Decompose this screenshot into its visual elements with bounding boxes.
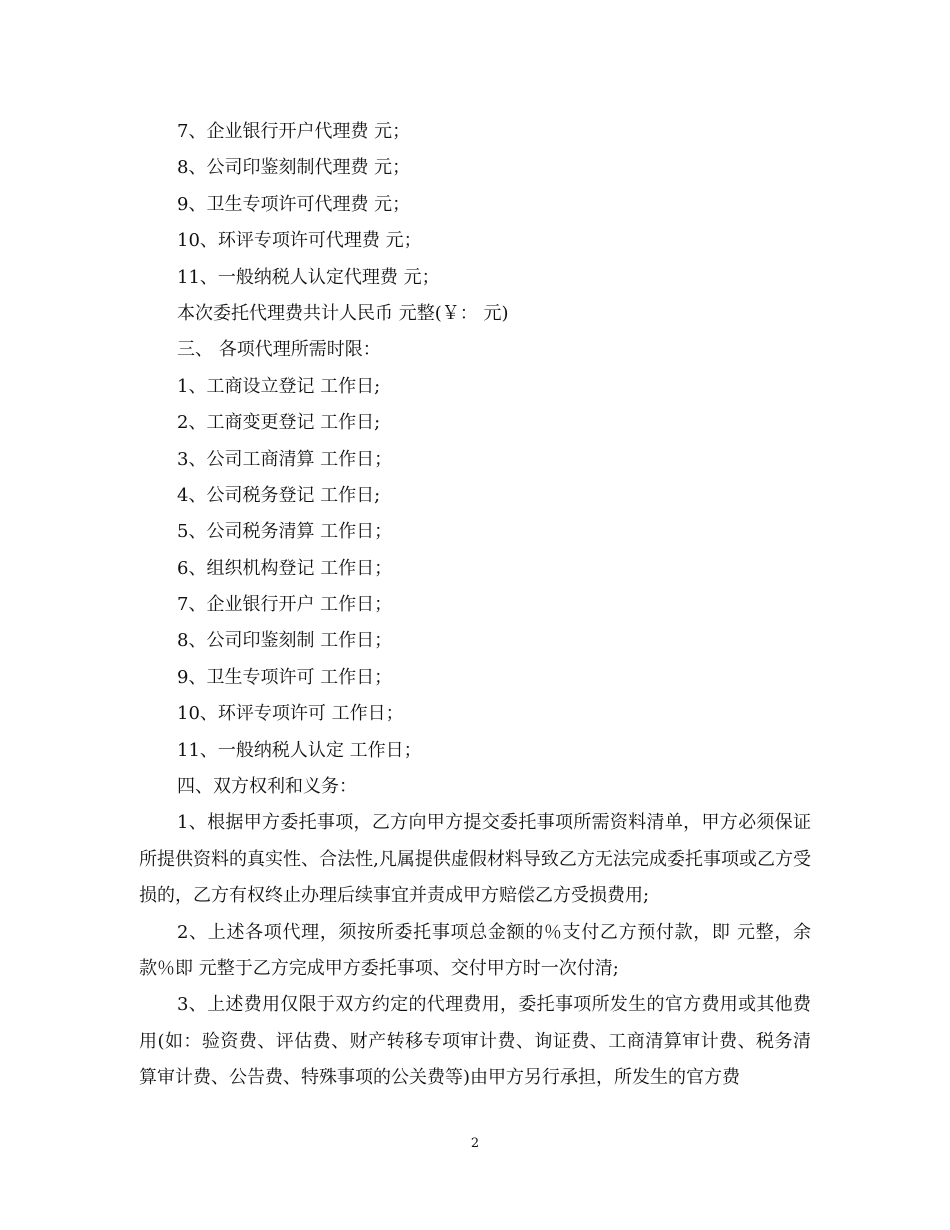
fee-item: 8、公司印鉴刻制代理费 元； [177, 157, 411, 179]
fee-total: 本次委托代理费共计人民币 元整(￥： 元) [177, 302, 509, 324]
time-item: 4、公司税务登记 工作日; [177, 484, 381, 506]
fee-item: 10、环评专项许可代理费 元； [177, 230, 422, 252]
section-heading: 三、 各项代理所需时限： [177, 339, 381, 361]
fee-item: 11、一般纳税人认定代理费 元； [177, 266, 440, 288]
section-heading: 四、双方权利和义务： [177, 776, 357, 798]
time-item: 10、环评专项许可 工作日； [177, 703, 404, 725]
time-item: 8、公司印鉴刻制 工作日； [177, 630, 393, 652]
time-item: 5、公司税务清算 工作日； [177, 521, 393, 543]
fee-item: 9、卫生专项许可代理费 元； [177, 193, 411, 215]
fee-item: 7、企业银行开户代理费 元； [177, 121, 411, 142]
time-item: 3、公司工商清算 工作日； [177, 448, 393, 470]
time-item: 7、企业银行开户 工作日； [177, 594, 393, 616]
body-paragraph: 1、根据甲方委托事项，乙方向甲方提交委托事项所需资料清单，甲方必须保证所提供资料的真实性、合法性,凡属提供虚假材料导致乙方无法完成委托事项或乙方受损的，乙方有权终止办理后续事宜并责成甲方赔偿乙方受损费用; [139, 812, 811, 907]
document-body [139, 114, 811, 1097]
time-item: 9、卫生专项许可 工作日； [177, 666, 393, 688]
body-paragraph: 3、上述费用仅限于双方约定的代理费用，委托事项所发生的官方费用或其他费用(如：验资费、评估费、财产转移专项审计费、询证费、工商清算审计费、税务清算审计费、公告费、特殊事项的公关费等)由甲方另行承担，所发生的官方费 [139, 994, 811, 1089]
time-item: 2、工商变更登记 工作日; [177, 412, 381, 434]
time-item: 6、组织机构登记 工作日； [177, 557, 393, 579]
time-item: 11、一般纳税人认定 工作日； [177, 739, 422, 761]
body-paragraph: 2、上述各项代理，须按所委托事项总金额的％支付乙方预付款，即 元整，余款％即 元整于乙方完成甲方委托事项、交付甲方时一次付清; [139, 921, 811, 980]
page-number: 2 [470, 1136, 480, 1151]
time-item: 1、工商设立登记 工作日; [177, 375, 381, 397]
